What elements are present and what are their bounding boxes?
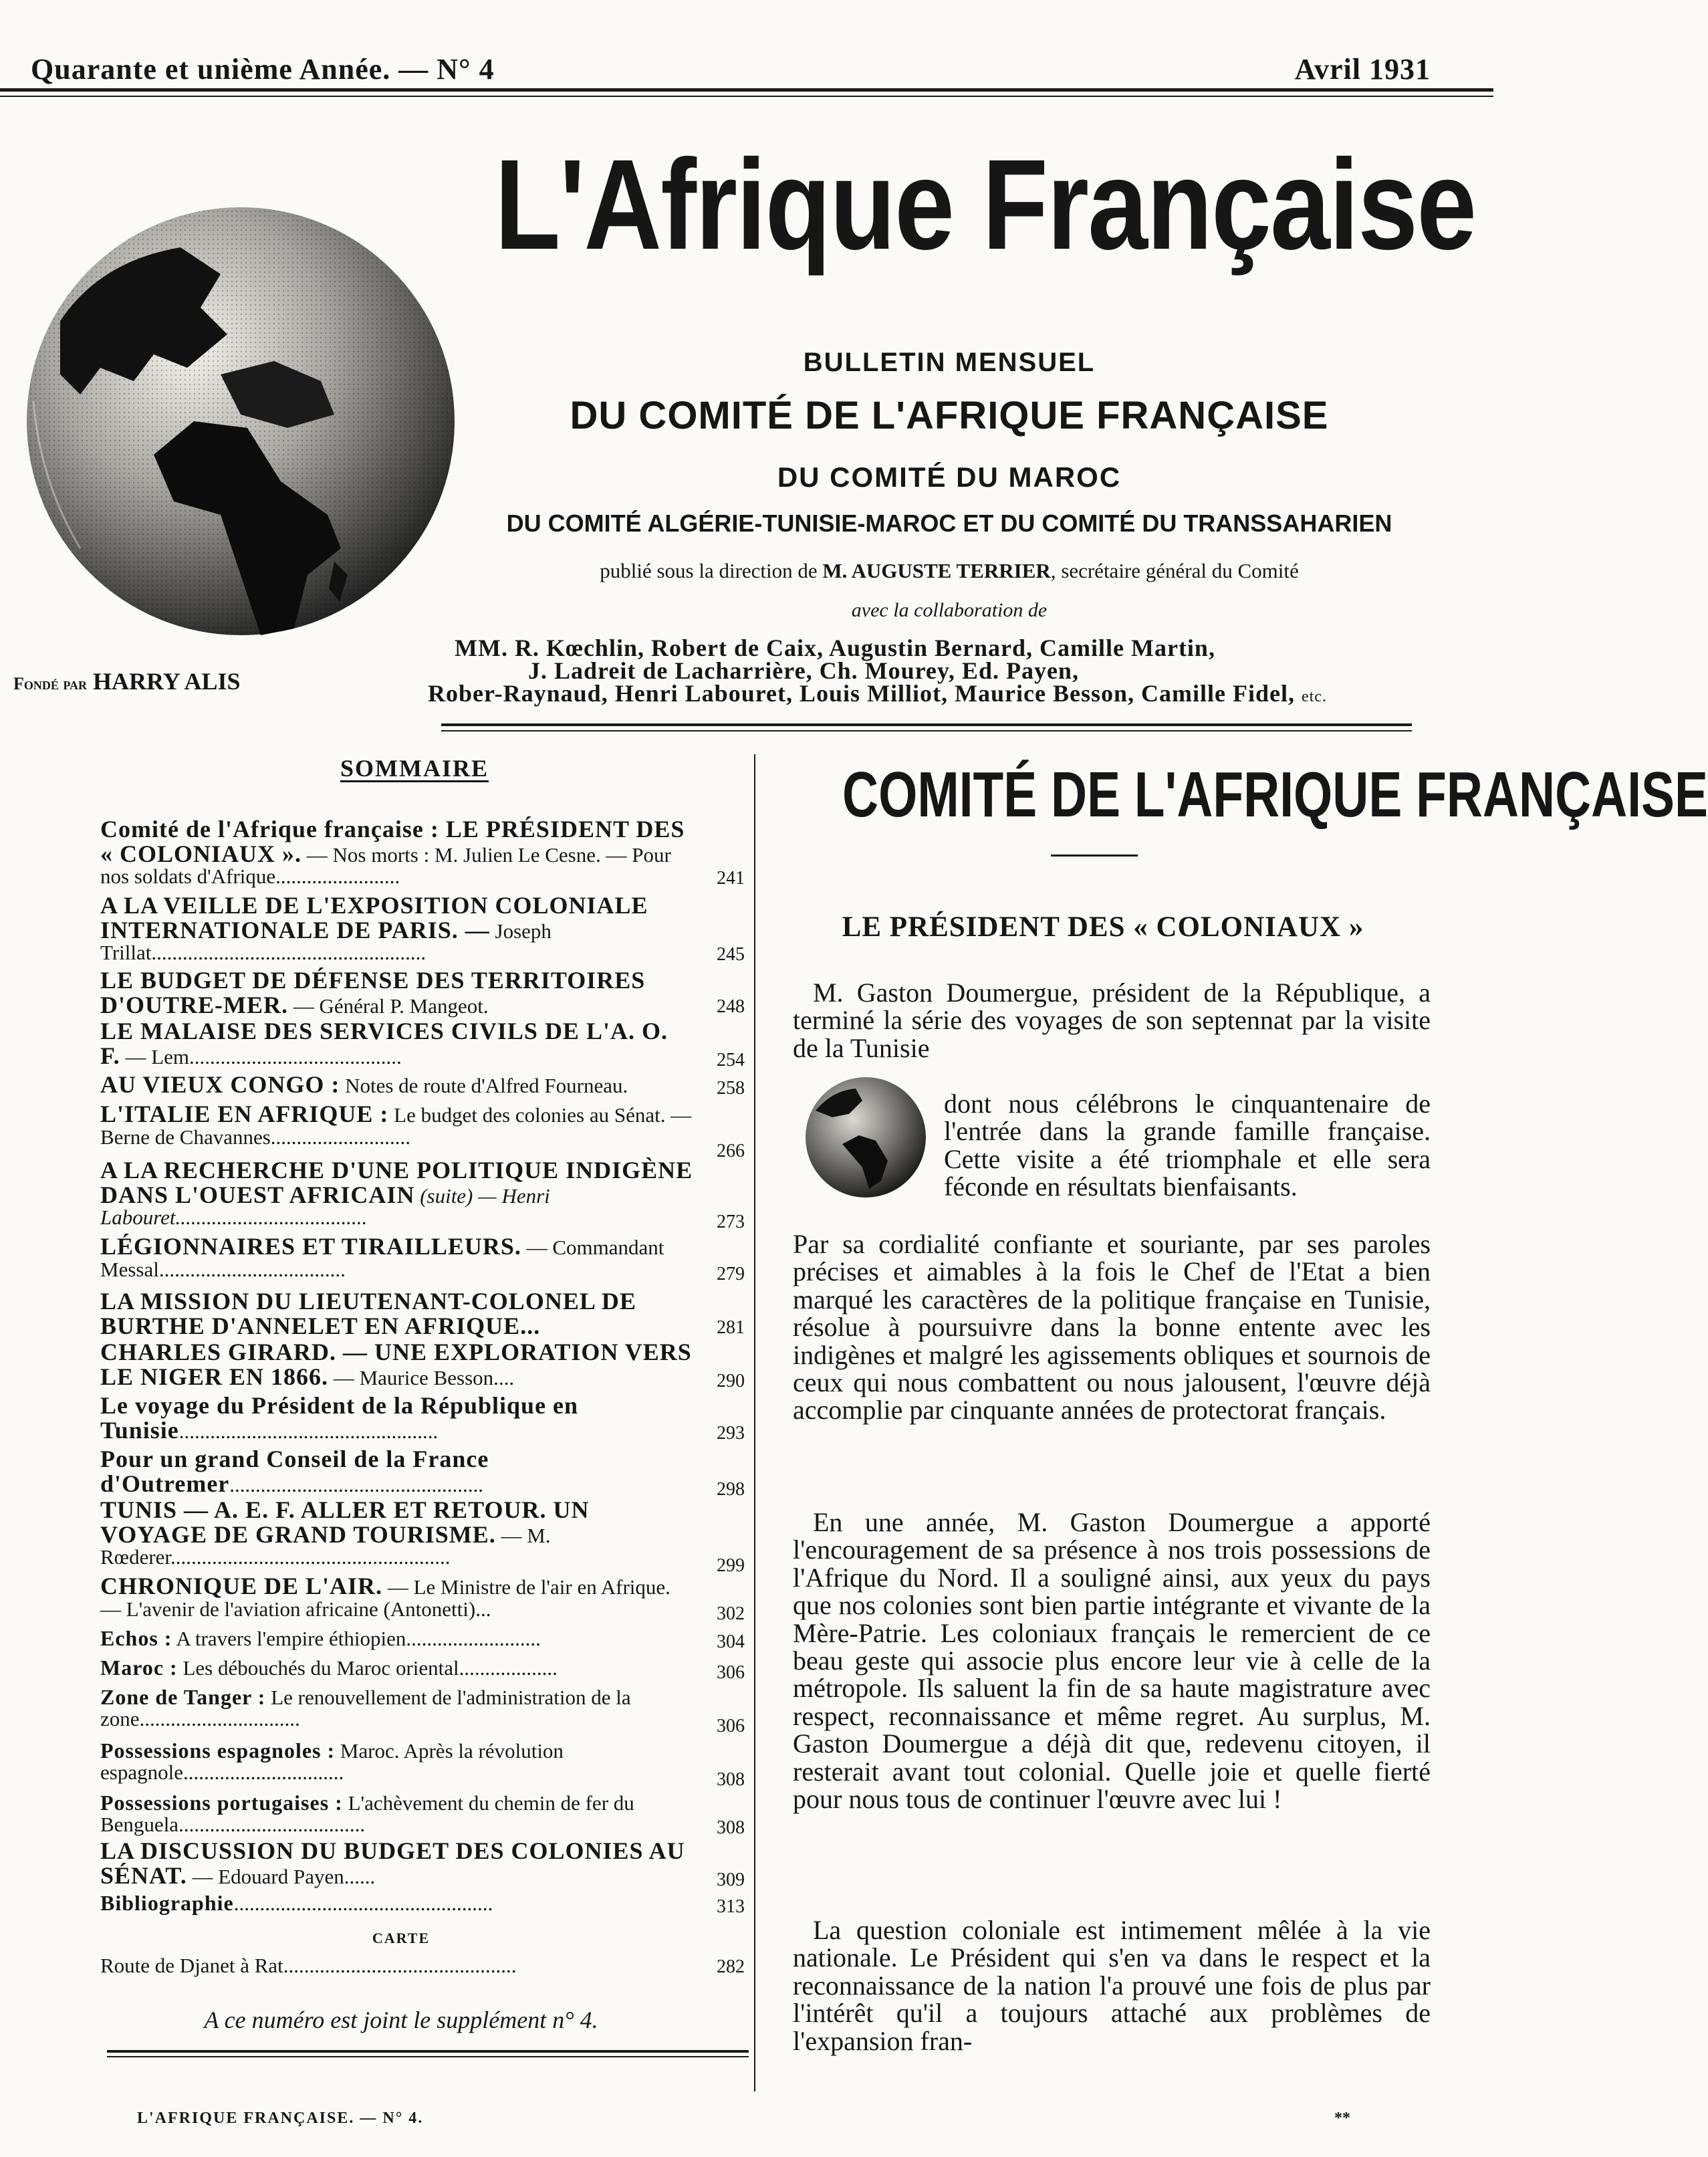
section-title: COMITÉ DE L'AFRIQUE FRANÇAISE (842, 759, 1708, 830)
toc-entry-title: LA MISSION DU LIEUTENANT-COLONEL DE BURTHE D'ANNELET EN AFRIQUE... (100, 1288, 636, 1339)
header-rule-thin (0, 96, 1493, 97)
carte-page-number: 282 (717, 1956, 745, 1977)
toc-page-number: 290 (717, 1371, 745, 1391)
toc-entry (100, 1686, 694, 1729)
toc-entry (100, 1498, 694, 1568)
toc-entry (100, 1447, 694, 1496)
toc-page-number: 302 (717, 1603, 745, 1624)
toc-entry (100, 1234, 694, 1280)
column-divider (754, 754, 755, 2091)
collaborators-line-3-text: Rober-Raynaud, Henri Labouret, Louis Milliot, Maurice Besson, Camille Fidel, (428, 680, 1295, 707)
toc-entry (100, 1072, 694, 1097)
toc-entry (100, 1627, 694, 1650)
toc-entry-title: Pour un grand Conseil de la France d'Outremer (100, 1446, 489, 1497)
toc-page-number: 306 (717, 1662, 745, 1683)
toc-page-number: 279 (717, 1264, 745, 1284)
toc-entry (100, 1892, 694, 1914)
toc-page-number: 266 (717, 1141, 745, 1161)
toc-entry (100, 1657, 694, 1679)
toc-entry-detail: — Le Ministre de l'air en Afrique. — L'avenir de l'aviation africaine (Antonetti)... (100, 1575, 670, 1621)
toc-entry (100, 1740, 694, 1783)
issue-number: Quarante et unième Année. — N° 4 (31, 53, 495, 86)
toc-page-number: 304 (717, 1631, 745, 1652)
carte-entry: Route de Djanet à Rat............................................. (100, 1954, 517, 1977)
toc-entry-detail: Notes de route d'Alfred Fourneau. (340, 1074, 628, 1097)
toc-entry (100, 1340, 694, 1389)
article-paragraph-1-rest: Par sa cordialité confiante et souriante, par ses paroles précises et aimables à la fois le Chef de l'Etat a bien marqué les caractères de la politique française en Tunisie, résolue à poursuivre dans la bonne entente avec les indigènes et malgré les agissements obliques et sournois de ceux qui nous combattent ou nous jalousent, l'œuvre déjà accomplie par cinquante années de protectorat français. (793, 1229, 1431, 1426)
toc-entry-detail: — Maurice Besson.... (328, 1365, 515, 1389)
small-globe-icon (802, 1074, 929, 1201)
toc-entry-title: CHRONIQUE DE L'AIR. (100, 1573, 383, 1599)
masthead-title: L'Afrique Française (495, 132, 1476, 276)
toc-page-number: 293 (717, 1423, 745, 1444)
founder-credit (13, 667, 241, 695)
masthead-rule-thin (441, 730, 1412, 731)
director-role: , secrétaire général du Comité (1050, 559, 1299, 582)
footer-rule (107, 2050, 749, 2053)
founder-name: HARRY ALIS (93, 668, 241, 695)
toc-entry (100, 1019, 694, 1068)
toc-entry-detail: Le budget des colonies au Sénat. — Berne de Chavannes........................... (100, 1103, 692, 1149)
toc-entry-title: Le voyage du Président de la République en Tunisie (100, 1392, 579, 1444)
toc-entry-detail: Joseph Trillat..................................................... (100, 919, 552, 965)
subtitle: BULLETIN MENSUEL (803, 348, 1096, 377)
toc-entry-title: Possessions espagnoles : (100, 1738, 336, 1763)
toc-entry (100, 893, 694, 963)
toc-page-number: 308 (717, 1817, 745, 1838)
toc-entry-detail: .................................................. (178, 1419, 439, 1443)
direction-prefix: publié sous la direction de (600, 559, 818, 582)
toc-entry-detail: Maroc. Après la révolution espagnole............................... (100, 1739, 564, 1784)
committee-maroc: DU COMITÉ DU MAROC (777, 461, 1122, 493)
footer-rule-thin (107, 2056, 749, 2057)
toc-page-number: 298 (717, 1479, 745, 1500)
toc-entry-detail: Les débouchés du Maroc oriental................... (177, 1656, 558, 1680)
committees-line: DU COMITÉ ALGÉRIE-TUNISIE-MAROC ET DU COMITÉ DU TRANSSAHARIEN (506, 509, 1392, 537)
toc-page-number: 245 (717, 944, 745, 965)
toc-entry (100, 968, 694, 1017)
article-paragraph-1-opening: M. Gaston Doumergue, président de la République, a terminé la série des voyages de son septennat par la visite de la Tunisie (793, 978, 1431, 1063)
toc-entry-detail: .................................................. (233, 1892, 493, 1915)
toc-page-number: 308 (717, 1769, 745, 1790)
toc-page-number: 258 (717, 1078, 745, 1099)
article-paragraph-2: En une année, M. Gaston Doumergue a apporté l'encouragement de sa présence à nos trois possessions de l'Afrique du Nord. Il a souligné ainsi, aux yeux du pays que nos colonies sont bien partie intégrante et vivante de la Mère-Patrie. Les coloniaux français le remercient de ce beau geste qui associe plus encore leur vie à celle de la métropole. Ils saluent la fin de sa haute magistrature avec respect, reconnaissance et même regret. Au surplus, M. Gaston Doumergue a déjà dit que, redevenu citoyen, il resterait avant tout colonial. Quelle joie et quelle fierté pour nous tous de continuer l'œuvre avec lui ! (793, 1507, 1431, 1815)
toc-entry-detail: — Nos morts : M. Julien Le Cesne. — Pour nos soldats d'Afrique........................ (100, 842, 671, 889)
toc-entry-detail: L'achèvement du chemin de fer du Benguela.................................... (100, 1791, 634, 1836)
collaborators-etc: etc. (1301, 688, 1327, 705)
toc-entry (100, 1839, 694, 1888)
toc-entry-title: LE MALAISE DES SERVICES CIVILS DE L'A. O. F. (100, 1018, 668, 1069)
collaborators-line-2: J. Ladreit de Lacharrière, Ch. Mourey, Ed. Payen, (528, 657, 1079, 684)
toc-entry-title: Possessions portugaises : (100, 1791, 343, 1815)
toc-entry-detail: — Général P. Mangeot. (288, 994, 489, 1018)
toc-page-number: 306 (717, 1716, 745, 1736)
toc-page-number: 281 (717, 1317, 745, 1338)
toc-entry-title: Maroc : (100, 1656, 178, 1680)
committee-title: DU COMITÉ DE L'AFRIQUE FRANÇAISE (570, 394, 1329, 437)
sommaire-title: SOMMAIRE (340, 755, 489, 782)
toc-entry (100, 817, 694, 887)
globe-emblem (20, 201, 461, 642)
founder-prefix: Fondé par (13, 674, 88, 693)
toc-entry-title: CHARLES GIRARD. — UNE EXPLORATION VERS LE NIGER EN 1866. (100, 1339, 692, 1390)
supplement-note: A ce numéro est joint le supplément n° 4. (204, 2007, 598, 2033)
toc-entry (100, 1102, 694, 1147)
director-name: M. AUGUSTE TERRIER (822, 559, 1051, 582)
toc-entry-detail: — Edouard Payen...... (187, 1864, 376, 1888)
article-paragraph-1-wrap: dont nous célébrons le cinquantenaire de l'entrée dans la grande famille française. Cette visite a été triomphale et elle sera féconde en résultats bienfaisants. (944, 1089, 1431, 1202)
toc-entry-title: LE BUDGET DE DÉFENSE DES TERRITOIRES D'OUTRE-MER. (100, 967, 646, 1018)
toc-entry-detail: A travers l'empire éthiopien.......................... (172, 1627, 541, 1650)
toc-entry-detail: Le renouvellement de l'administration de la zone............................... (100, 1686, 631, 1730)
toc-entry (100, 1393, 694, 1442)
toc-page-number: 248 (717, 996, 745, 1017)
toc-entry-title: Bibliographie (100, 1891, 234, 1915)
toc-entry (100, 1158, 694, 1228)
toc-entry (100, 1574, 694, 1619)
toc-page-number: 299 (717, 1555, 745, 1576)
toc-entry-detail: (suite) — Henri Labouret..................................... (100, 1183, 550, 1230)
toc-entry-title: AU VIEUX CONGO : (100, 1071, 340, 1098)
direction-line (468, 559, 1431, 583)
toc-entry-detail: — M. Rœderer...................................................... (100, 1523, 551, 1569)
toc-entry-title: LA DISCUSSION DU BUDGET DES COLONIES AU SÉNAT. (100, 1837, 685, 1889)
toc-page-number: 241 (717, 868, 745, 889)
collaborators-line-1: MM. R. Kœchlin, Robert de Caix, Augustin Bernard, Camille Martin, (455, 635, 1215, 661)
toc-entry-title: A LA VEILLE DE L'EXPOSITION COLONIALE INTERNATIONALE DE PARIS. — (100, 892, 648, 943)
header-rule (0, 88, 1493, 92)
collaboration-label: avec la collaboration de (851, 599, 1048, 621)
toc-entry-title: TUNIS — A. E. F. ALLER ET RETOUR. UN VOYAGE DE GRAND TOURISME. (100, 1496, 590, 1548)
toc-entry-title: LÉGIONNAIRES ET TIRAILLEURS. (100, 1233, 521, 1260)
toc-entry-title: Echos : (100, 1626, 172, 1650)
section-rule (1051, 855, 1138, 857)
toc-entry (100, 1792, 694, 1835)
toc-entry-detail: ................................................. (229, 1472, 484, 1496)
toc-page-number: 254 (717, 1050, 745, 1070)
issue-date: Avril 1931 (1294, 53, 1431, 86)
footer-label: L'AFRIQUE FRANÇAISE. — N° 4. (137, 2110, 424, 2127)
toc-page-number: 313 (717, 1896, 745, 1917)
article-title: LE PRÉSIDENT DES « COLONIAUX » (842, 911, 1364, 943)
toc-entry-title: Zone de Tanger : (100, 1685, 266, 1709)
toc-entry-title: L'ITALIE EN AFRIQUE : (100, 1101, 389, 1127)
toc-page-number: 309 (717, 1869, 745, 1890)
article-paragraph-3: La question coloniale est intimement mêlée à la vie nationale. Le Président qui s'en va dans le respect et la reconnaissance de la nation l'a prouvé une fois de plus par l'intérêt qu'il a toujours attaché aux problèmes de l'expansion fran- (793, 1915, 1431, 2056)
toc-entry-detail: — Lem......................................... (120, 1044, 402, 1068)
toc-entry-title: Comité de l'Afrique française : LE PRÉSIDENT DES « COLONIAUX ». (100, 816, 685, 867)
carte-label: CARTE (372, 1930, 431, 1946)
masthead-rule (441, 723, 1412, 726)
toc-entry-title: A LA RECHERCHE D'UNE POLITIQUE INDIGÈNE DANS L'OUEST AFRICAIN (100, 1157, 693, 1208)
toc-entry (100, 1289, 694, 1338)
toc-page-number: 273 (717, 1212, 745, 1232)
toc-entry-detail: — Commandant Messal.................................... (100, 1236, 664, 1281)
collaborators-line-3 (428, 679, 1327, 707)
signature-marks: ** (1334, 2110, 1350, 2127)
